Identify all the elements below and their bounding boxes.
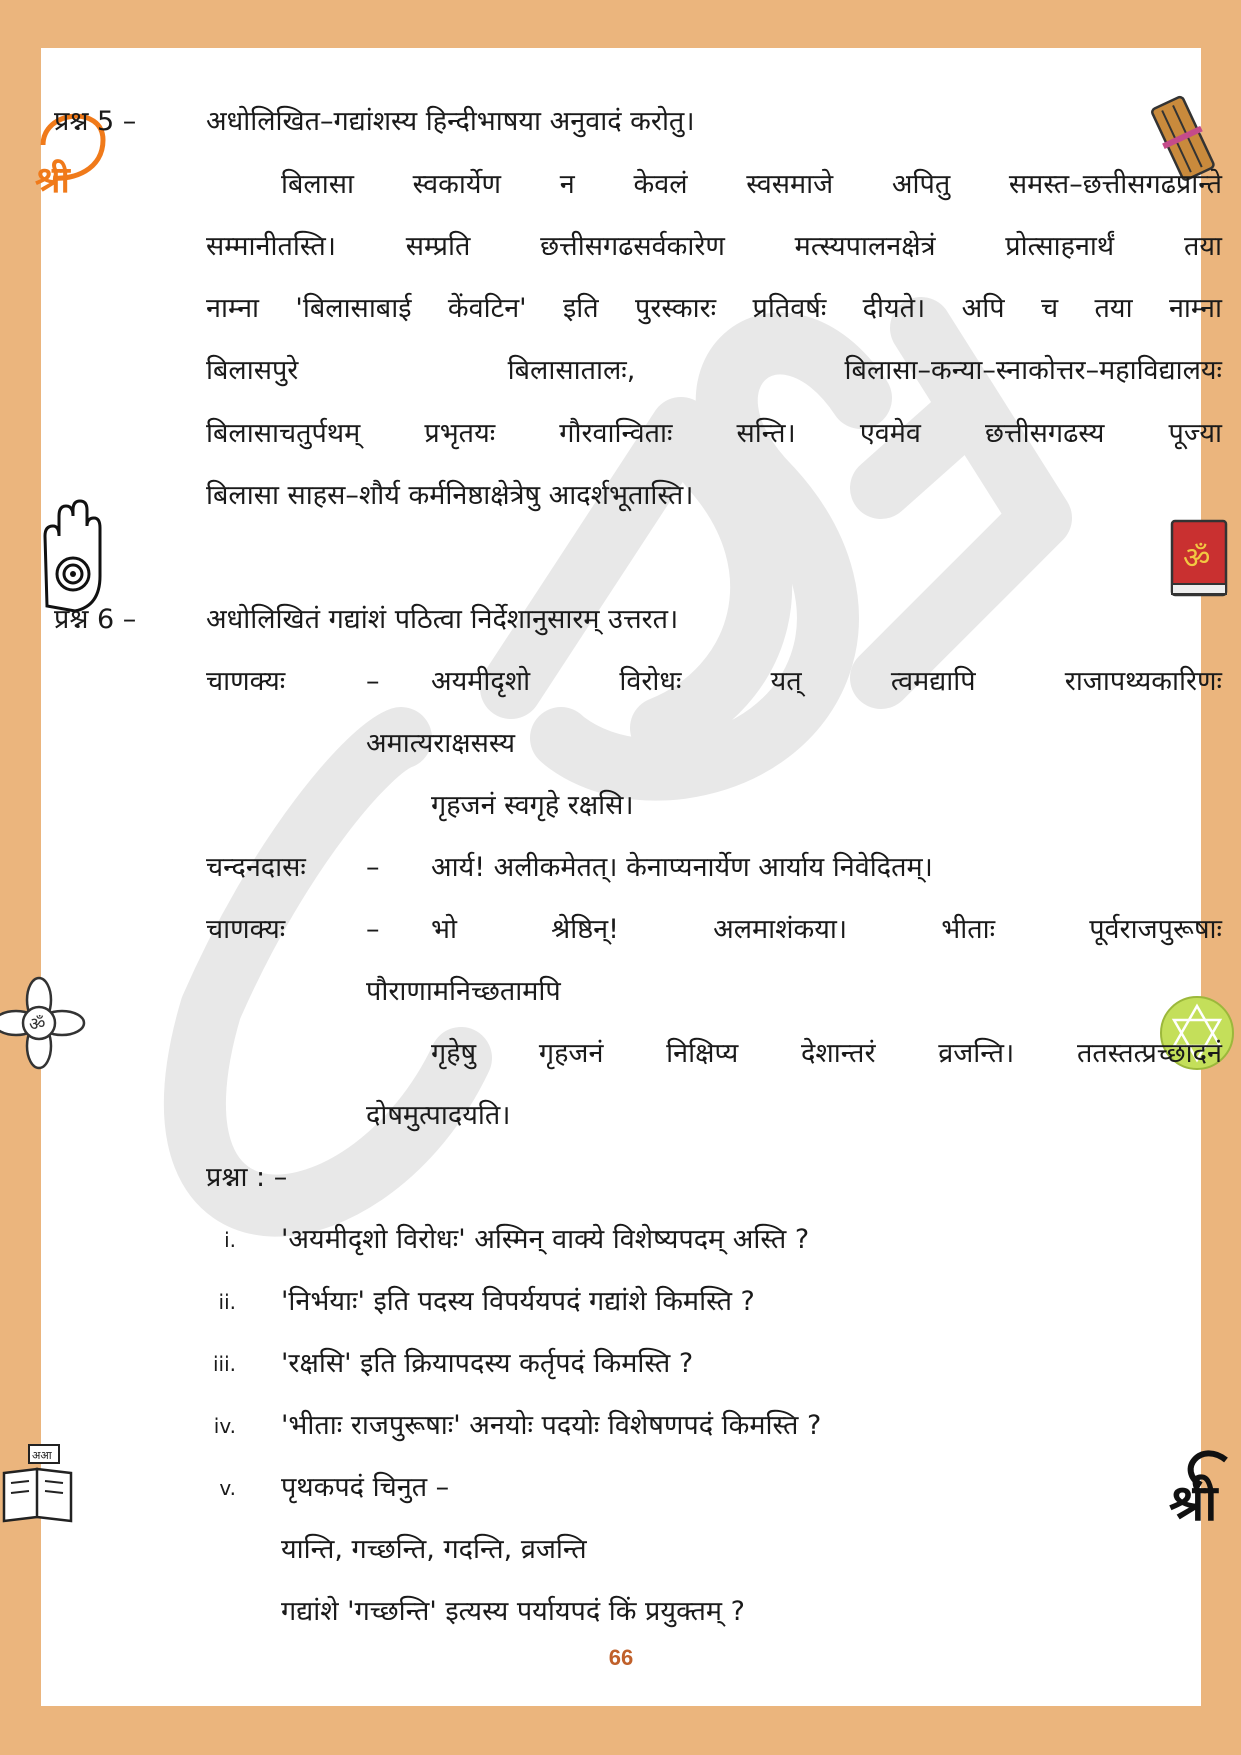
question-number: i.	[224, 1228, 236, 1252]
svg-text:श्री: श्री	[35, 160, 70, 201]
svg-text:अआ: अआ	[32, 1449, 52, 1462]
svg-text:ॐ: ॐ	[29, 1014, 46, 1035]
book-alphabet-icon	[0, 1443, 77, 1523]
dialogue-line: पौराणामनिच्छतामपि	[366, 976, 561, 1007]
options-line: यान्ति, गच्छन्ति, गदन्ति, व्रजन्ति	[281, 1534, 587, 1565]
question-number: ii.	[218, 1290, 236, 1314]
dialogue-dash: –	[366, 666, 380, 697]
question-text: 'निर्भयाः' इति पदस्य विपर्ययपदं गद्यांशे किमस्ति ?	[281, 1286, 755, 1317]
question-number: iii.	[212, 1352, 236, 1376]
dialogue-speaker: चाणक्यः	[206, 914, 286, 945]
question-text: पृथकपदं चिनुत –	[281, 1472, 450, 1503]
q5-passage-line: नाम्ना 'बिलासाबाई केंवटिन' इति पुरस्कारः प्रतिवर्षः दीयते। अपि च तया नाम्ना	[206, 293, 1222, 324]
dialogue-dash: –	[366, 914, 380, 945]
shri-calligraphy-icon	[1171, 1440, 1231, 1540]
q6-instruction: अधोलिखितं गद्यांशं पठित्वा निर्देशानुसारम् उत्तरत।	[206, 604, 679, 635]
svg-text:श्री: श्री	[1169, 1474, 1218, 1532]
page-sheet	[29, 48, 1222, 1706]
dialogue-line: दोषमुत्पादयति।	[366, 1100, 511, 1131]
q5-passage-line: बिलासा स्वकार्येण न केवलं स्वसमाजे अपितु समस्त–छत्तीसगढप्रान्ते	[281, 169, 1222, 200]
q5-passage-line: बिलासपुरे बिलासातालः, बिलासा–कन्या–स्नाकोत्तर–महाविद्यालयः	[206, 355, 1222, 386]
page-number: 66	[608, 1645, 634, 1670]
dialogue-line: अमात्यराक्षसस्य	[366, 728, 516, 759]
dialogue-line: अयमीदृशो विरोधः यत् त्वमद्यापि राजापथ्यकारिणः	[431, 666, 1222, 697]
svg-text:ॐ: ॐ	[1183, 541, 1211, 576]
dialogue-line: गृहेषु गृहजनं निक्षिप्य देशान्तरं व्रजन्ति। ततस्तत्प्रच्छादनं	[431, 1038, 1222, 1069]
q5-passage-line: बिलासा साहस–शौर्य कर्मनिष्ठाक्षेत्रेषु आदर्शभूतास्ति।	[206, 480, 694, 511]
q5-label: प्रश्न 5 –	[54, 106, 137, 137]
dialogue-speaker: चन्दनदासः	[206, 852, 306, 883]
om-book-icon	[1169, 518, 1229, 600]
dialogue-dash: –	[366, 852, 380, 883]
jain-hand-icon	[35, 496, 105, 616]
question-number: iv.	[213, 1414, 236, 1438]
q6-label: प्रश्न 6 –	[54, 604, 137, 635]
dialogue-line: गृहजनं स्वगृहे रक्षसि।	[431, 790, 634, 821]
q5-passage-line: बिलासाचतुर्पथम् प्रभृतयः गौरवान्विताः सन्ति। एवमेव छत्तीसगढस्य पूज्या	[206, 418, 1222, 449]
question-number: v.	[219, 1476, 236, 1500]
q5-instruction: अधोलिखित–गद्यांशस्य हिन्दीभाषया अनुवादं करोतु।	[206, 106, 695, 137]
questions-label: प्रश्ना : –	[206, 1162, 288, 1193]
q5-passage-line: सम्मानीतस्ति। सम्प्रति छत्तीसगढसर्वकारेण मत्स्यपालनक्षेत्रं प्रोत्साहनार्थं तया	[206, 231, 1222, 262]
question-text: 'रक्षसि' इति क्रियापदस्य कर्तृपदं किमस्ति ?	[281, 1348, 694, 1379]
final-question: गद्यांशे 'गच्छन्ति' इत्यस्य पर्यायपदं किं प्रयुक्तम् ?	[281, 1596, 745, 1627]
question-text: 'अयमीदृशो विरोधः' अस्मिन् वाक्ये विशेष्यपदम् अस्ति ?	[281, 1224, 810, 1255]
om-lotus-icon	[0, 978, 79, 1068]
question-text: 'भीताः राजपुरूषाः' अनयोः पदयोः विशेषणपदं किमस्ति ?	[281, 1410, 822, 1441]
dialogue-line: आर्य! अलीकमेतत्। केनाप्यनार्येण आर्याय निवेदितम्।	[431, 852, 933, 883]
dialogue-line: भो श्रेष्ठिन्! अलमाशंकया। भीताः पूर्वराजपुरूषाः	[431, 914, 1222, 945]
dialogue-speaker: चाणक्यः	[206, 666, 286, 697]
